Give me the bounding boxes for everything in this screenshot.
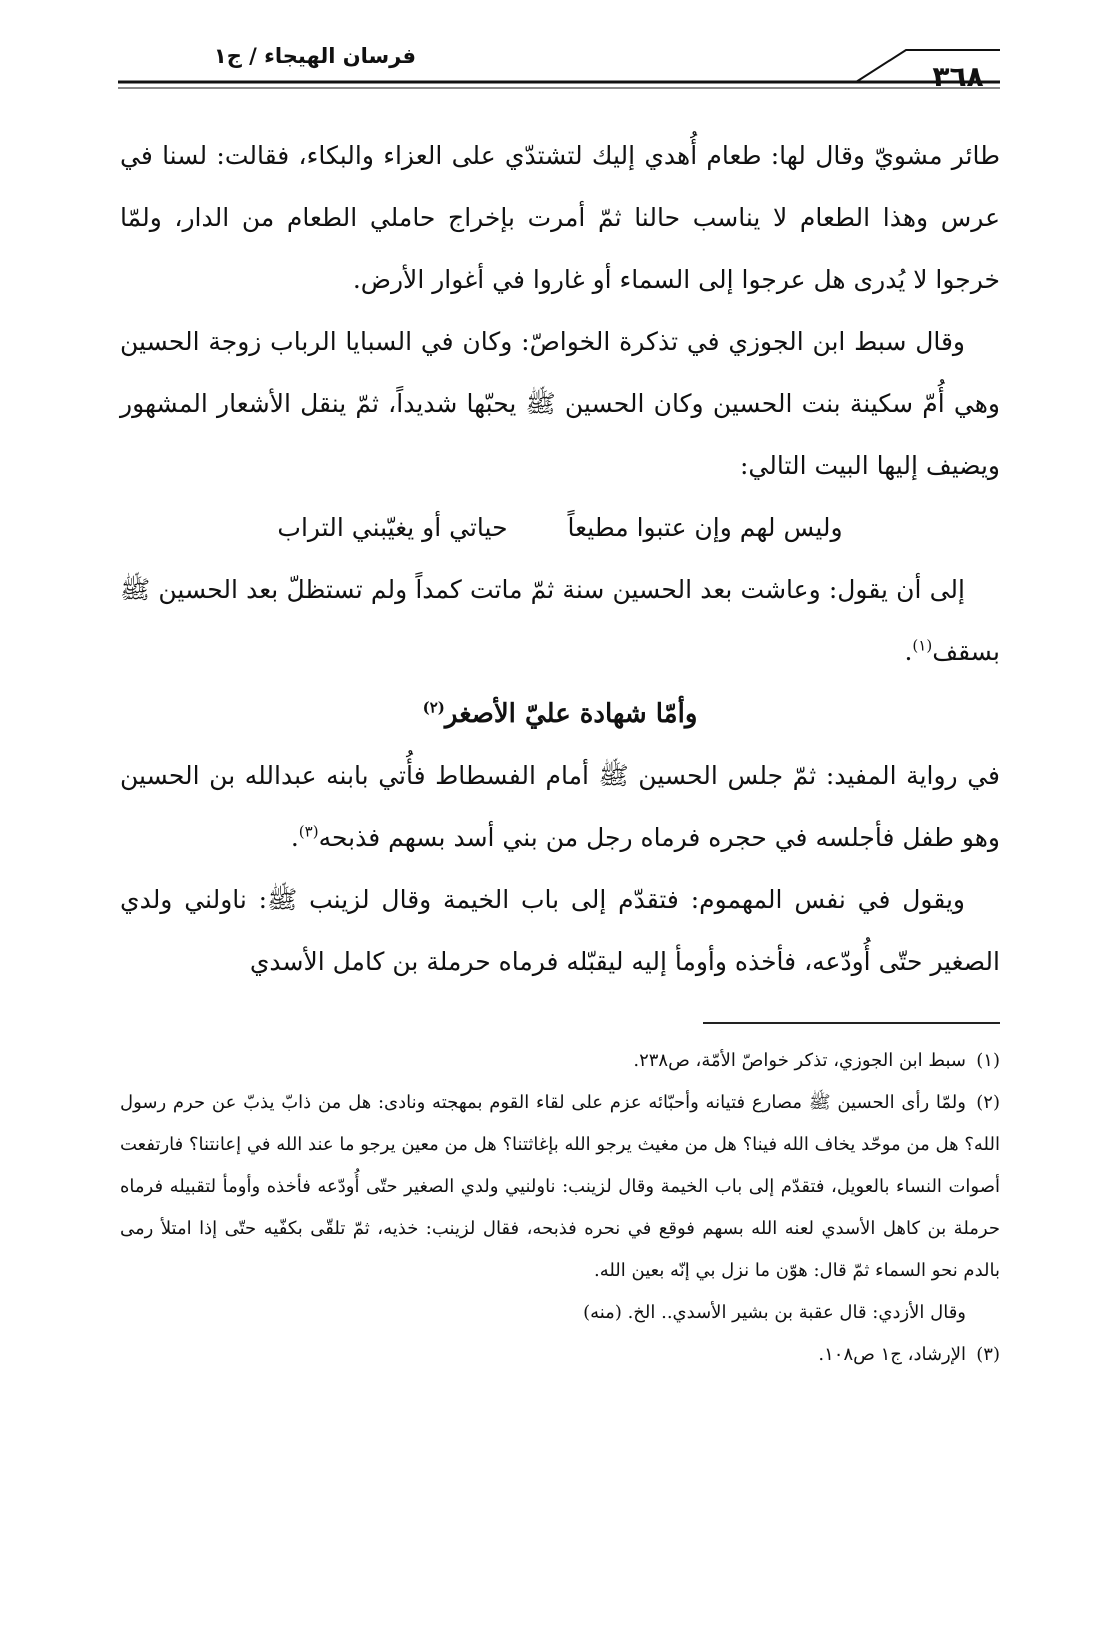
footnote-continuation: وقال الأزدي: قال عقبة بن بشير الأسدي.. الخ. (منه) xyxy=(583,1302,966,1323)
footnote-text: الإرشاد، ج١ ص١٠٨. xyxy=(818,1344,966,1365)
section-heading xyxy=(120,683,1000,745)
footnote-separator xyxy=(703,1022,1000,1024)
paragraph-end: . xyxy=(904,637,913,666)
footnote-ref[interactable]: (١) xyxy=(912,636,933,655)
poetry-verse xyxy=(120,497,1000,559)
paragraph: ويقول في نفس المهموم: فتقدّم إلى باب الخيمة وقال لزينب ﷺ: ناولني ولدي الصغير حتّى أُودّعه، فأخذه وأومأ إليه ليقبّله فرماه حرملة بن كامل الأسدي xyxy=(120,885,1000,976)
page-number: ٣٦٨ xyxy=(932,60,984,93)
footnote xyxy=(120,1082,1000,1292)
footnote xyxy=(120,1334,1000,1376)
footnote-ref[interactable]: (٣) xyxy=(298,822,319,841)
footnote-number: (١) xyxy=(976,1050,1000,1071)
verse-first-hemistich: وليس لهم وإن عتبوا مطيعاً xyxy=(567,513,843,542)
footnote-text: سبط ابن الجوزي، تذكر خواصّ الأمّة، ص٢٣٨. xyxy=(633,1050,966,1071)
footnote-ref[interactable]: (٢) xyxy=(422,698,445,717)
footnote-number: (٣) xyxy=(976,1344,1000,1365)
paragraph xyxy=(120,559,1000,683)
footnote-text: ولمّا رأى الحسين ﷺ مصارع فتيانه وأحبّائه عزم على لقاء القوم بمهجته ونادى: هل من ذابّ يذبّ عن حرم رسول الله؟ هل من موحّد يخاف الله فينا؟ هل من مغيث يرجو الله بإغاثتنا؟ هل من معين يرجو ما عند الله في إعانتنا؟ فارتفعت أصوات النساء بالعويل، فتقدّم إلى باب الخيمة وقال لزينب: ناولنيي ولدي الصغير حتّى أُودّعه فأخذه وأومأ لتقبيله فرماه حرملة بن كاهل الأسدي لعنه الله بسهم فوقع في نحره فذبحه، فقال لزينب: خذيه، ثمّ تلقّى بكفّيه حتّى إذا امتلأ رمى بالدم نحو السماء ثمّ قال: هوّن ما نزل بي إنّه بعين الله. xyxy=(120,1092,1000,1281)
footnotes xyxy=(120,1040,1000,1376)
paragraph: وقال سبط ابن الجوزي في تذكرة الخواصّ: وكان في السبايا الرباب زوجة الحسين وهي أُمّ سكينة بنت الحسين وكان الحسين ﷺ يحبّها شديداً، ثمّ ينقل الأشعار المشهور ويضيف إليها البيت التالي: xyxy=(120,327,1000,480)
paragraph-text: في رواية المفيد: ثمّ جلس الحسين ﷺ أمام الفسطاط فأُتي بابنه عبدالله بن الحسين وهو طفل فأجلسه في حجره فرماه رجل من بني أسد بسهم فذبحه xyxy=(120,761,1000,852)
footnote xyxy=(120,1040,1000,1082)
heading-text: وأمّا شهادة عليّ الأصغر xyxy=(444,699,698,729)
paragraph xyxy=(120,745,1000,869)
verse-second-hemistich: حياتي أو يغيّبني التراب xyxy=(277,513,508,542)
running-title: فرسان الهيجاء / ج١ xyxy=(213,44,416,68)
paragraph-end: . xyxy=(290,823,299,852)
footnote-number: (٢) xyxy=(976,1092,1000,1113)
paragraph: طائر مشويّ وقال لها: طعام أُهدي إليك لتشتدّي على العزاء والبكاء، فقالت: لسنا في عرس وهذا الطعام لا يناسب حالنا ثمّ أمرت بإخراج حاملي الطعام من الدار، ولمّا خرجوا لا يُدرى هل عرجوا إلى السماء أو غاروا في أغوار الأرض. xyxy=(120,141,1000,294)
main-text xyxy=(120,125,1000,993)
paragraph-text: إلى أن يقول: وعاشت بعد الحسين سنة ثمّ ماتت كمداً ولم تستظلّ بعد الحسين ﷺ بسقف xyxy=(120,575,1000,666)
